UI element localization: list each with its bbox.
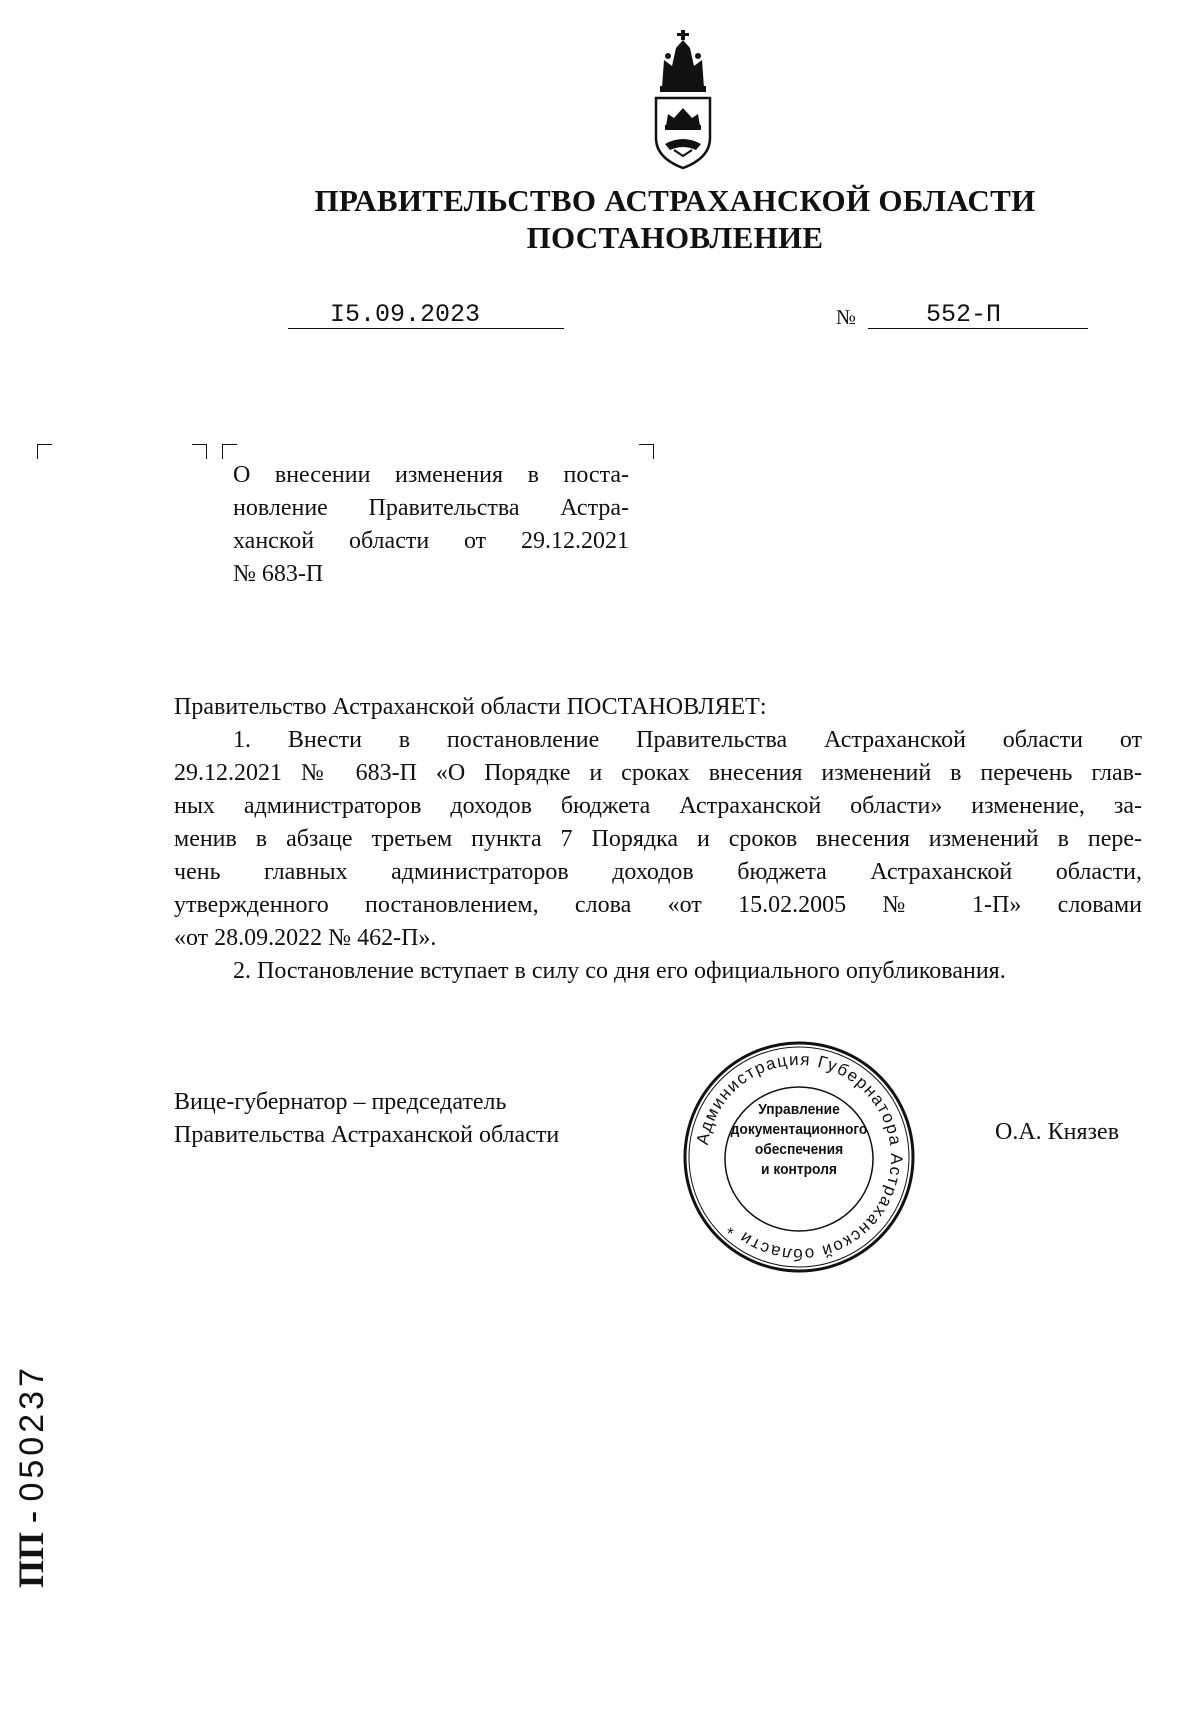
- document-number: 552-П: [926, 300, 1002, 329]
- coat-of-arms-emblem: [646, 30, 720, 170]
- serial-prefix: ПП -: [11, 1511, 51, 1588]
- stamp-line: Управление: [758, 1101, 840, 1118]
- item-1-paragraph: [174, 724, 1142, 955]
- document-type-title: ПОСТАНОВЛЕНИЕ: [526, 220, 824, 255]
- position-line: Правительства Астраханской области: [174, 1122, 560, 1148]
- serial-number: [10, 1364, 52, 1588]
- document-date: I5.09.2023: [330, 300, 481, 329]
- serial-digits: 050237: [13, 1364, 51, 1502]
- number-underline: [868, 328, 1088, 329]
- item-2-paragraph: 2. Постановление вступает в силу со дня его официального опубликования.: [233, 958, 1006, 984]
- stamp-line: документационного: [730, 1121, 868, 1138]
- stamp-center-text: [713, 1100, 884, 1180]
- stamp-line: и контроля: [761, 1161, 837, 1178]
- number-sign: №: [836, 305, 857, 329]
- corner-mark-subject-start-right: [192, 444, 207, 459]
- signatory-position: [174, 1086, 559, 1152]
- paragraph-line: 29.12.2021 № 683-П «О Порядке и сроках внесения изменений в перечень глав-: [174, 760, 1142, 786]
- paragraph-line: менив в абзаце третьем пункта 7 Порядка и сроков внесения изменений в пере-: [174, 826, 1142, 852]
- paragraph-line: утвержденного постановлением, слова «от 15.02.2005 № 1-П» словами: [174, 892, 1142, 918]
- date-underline: [288, 328, 564, 329]
- document-subject: [233, 459, 629, 591]
- document-header-title: ПРАВИТЕЛЬСТВО АСТРАХАНСКОЙ ОБЛАСТИ: [314, 183, 1036, 218]
- paragraph-line: чень главных администраторов доходов бюджета Астраханской области,: [174, 859, 1142, 885]
- corner-mark-left: [37, 444, 52, 459]
- preamble: Правительство Астраханской области ПОСТАНОВЛЯЕТ:: [174, 694, 767, 720]
- stamp-line: обеспечения: [754, 1141, 844, 1158]
- paragraph-line: «от 28.09.2022 № 462-П».: [174, 925, 437, 951]
- subject-line: ханской области от 29.12.2021: [233, 528, 629, 554]
- subject-line: новление Правительства Астра-: [233, 495, 629, 521]
- corner-mark-subject-end: [639, 444, 654, 459]
- stamp-ring-text: Администрация Губернатора Астраханской области *: [692, 1049, 907, 1265]
- position-line: Вице-губернатор – председатель: [174, 1089, 507, 1115]
- subject-line: № 683-П: [233, 561, 324, 587]
- signatory-name: О.А. Князев: [995, 1119, 1120, 1145]
- subject-line: О внесении изменения в поста-: [233, 462, 629, 488]
- paragraph-line: ных администраторов доходов бюджета Астраханской области» изменение, за-: [174, 793, 1142, 819]
- corner-mark-subject-start-left: [222, 444, 237, 459]
- paragraph-line: 1. Внести в постановление Правительства Астраханской области от: [233, 727, 1142, 753]
